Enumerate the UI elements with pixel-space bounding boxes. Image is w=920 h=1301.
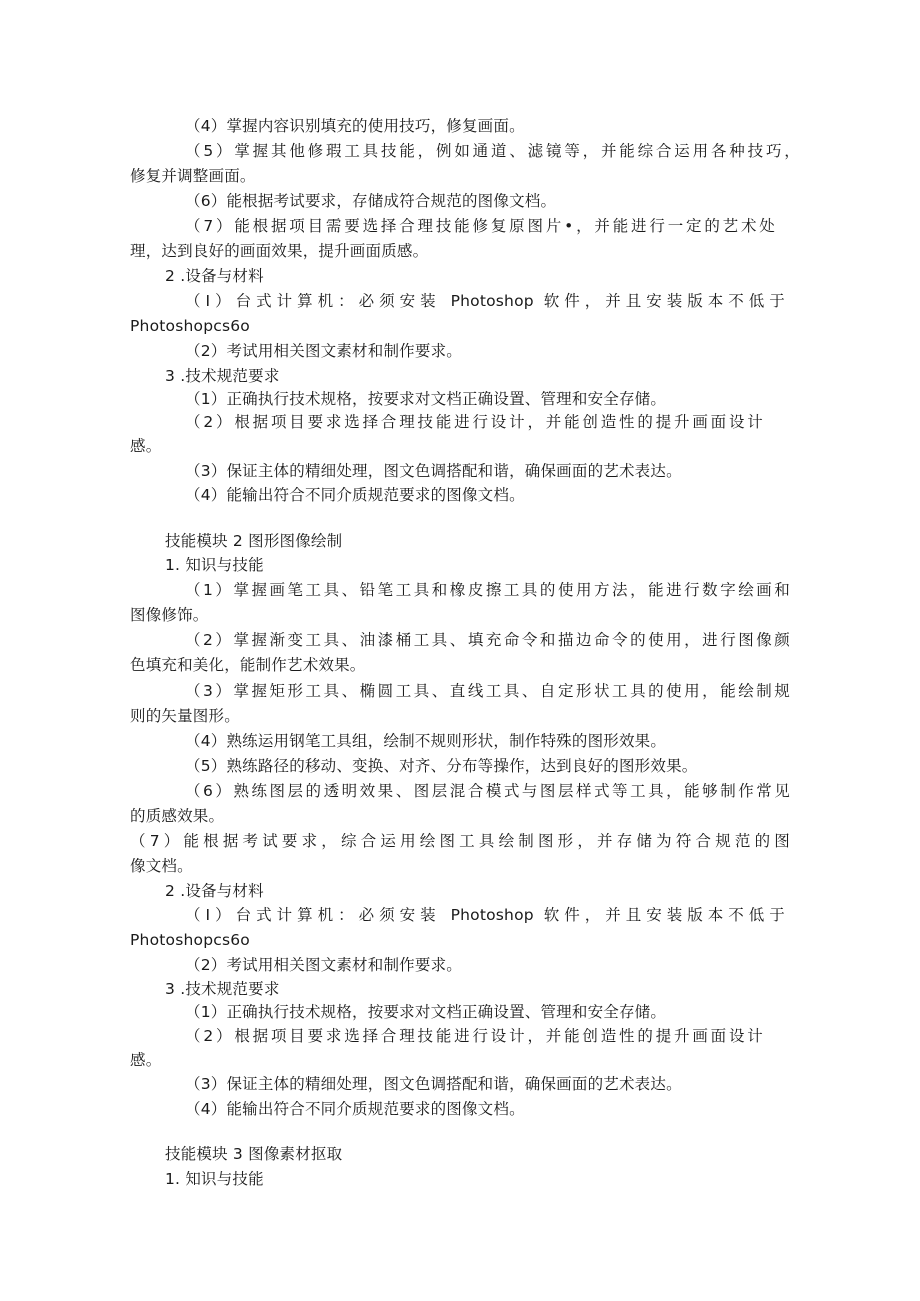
m2-equipment-heading: 2 .设备与材料 xyxy=(165,882,264,900)
m1-knowledge-item-6: （6）能根据考试要求，存储成符合规范的图像文档。 xyxy=(185,192,557,210)
m2-knowledge-item-5: （5）熟练路径的移动、变换、对齐、分布等操作，达到良好的图形效果。 xyxy=(185,757,698,775)
m2-knowledge-item-1-line1: （1）掌握画笔工具、铅笔工具和橡皮擦工具的使用方法，能进行数字绘画和 xyxy=(185,581,790,599)
m2-knowledge-item-3-line1: （3）掌握矩形工具、椭圆工具、直线工具、自定形状工具的使用，能绘制规 xyxy=(185,682,790,700)
m1-knowledge-item-7-line1: （7）能根据项目需要选择合理技能修复原图片•，并能进行一定的艺术处 xyxy=(185,217,775,235)
m1-equipment-item-2: （2）考试用相关图文素材和制作要求。 xyxy=(185,342,462,360)
m2-knowledge-item-7-line2: 像文档。 xyxy=(130,857,193,875)
m2-spec-item-1: （1）正确执行技术规格，按要求对文档正确设置、管理和安全存储。 xyxy=(185,1003,667,1021)
m1-equipment-item-1-line1: （I）台式计算机：必须安装 Photoshop 软件，并且安装版本不低于 xyxy=(185,292,785,310)
m1-knowledge-item-5-line2: 修复并调整画面。 xyxy=(130,167,256,185)
m1-spec-item-3: （3）保证主体的精细处理，图文色调搭配和谐，确保画面的艺术表达。 xyxy=(185,462,682,480)
m1-knowledge-item-4: （4）掌握内容识别填充的使用技巧，修复画面。 xyxy=(185,117,525,135)
m2-equipment-item-2: （2）考试用相关图文素材和制作要求。 xyxy=(185,956,462,974)
m3-knowledge-heading: 1. 知识与技能 xyxy=(165,1170,264,1188)
m2-knowledge-item-1-line2: 图像修饰。 xyxy=(130,606,209,624)
m1-spec-heading: 3 .技术规范要求 xyxy=(165,367,280,385)
m2-spec-item-2-line1: （2）根据项目要求选择合理技能进行设计，并能创造性的提升画面设计 xyxy=(185,1027,763,1045)
m2-knowledge-item-6-line2: 的质感效果。 xyxy=(130,807,225,825)
m2-spec-item-2-line2: 感。 xyxy=(130,1051,162,1069)
module-3-title: 技能模块 3 图像素材抠取 xyxy=(165,1145,343,1163)
m1-knowledge-item-5-line1: （5）掌握其他修瑕工具技能，例如通道、滤镜等，并能综合运用各种技巧， xyxy=(185,142,800,160)
m2-knowledge-item-3-line2: 则的矢量图形。 xyxy=(130,707,240,725)
m2-equipment-item-1-line1: （I）台式计算机：必须安装 Photoshop 软件，并且安装版本不低于 xyxy=(185,906,785,924)
m2-knowledge-heading: 1. 知识与技能 xyxy=(165,556,264,574)
m1-spec-item-1: （1）正确执行技术规格，按要求对文档正确设置、管理和安全存储。 xyxy=(185,390,667,408)
m1-knowledge-item-7-line2: 理，达到良好的画面效果，提升画面质感。 xyxy=(130,242,429,260)
m2-knowledge-item-2-line2: 色填充和美化，能制作艺术效果。 xyxy=(130,656,366,674)
m1-spec-item-2-line2: 感。 xyxy=(130,437,162,455)
m2-knowledge-item-6-line1: （6）熟练图层的透明效果、图层混合模式与图层样式等工具，能够制作常见 xyxy=(185,782,790,800)
m2-spec-item-4: （4）能输出符合不同介质规范要求的图像文档。 xyxy=(185,1100,525,1118)
m2-knowledge-item-7-line1: （7）能根据考试要求，综合运用绘图工具绘制图形，并存储为符合规范的图 xyxy=(130,832,790,850)
m1-spec-item-2-line1: （2）根据项目要求选择合理技能进行设计，并能创造性的提升画面设计 xyxy=(185,413,763,431)
m2-spec-item-3: （3）保证主体的精细处理，图文色调搭配和谐，确保画面的艺术表达。 xyxy=(185,1075,682,1093)
module-2-title: 技能模块 2 图形图像绘制 xyxy=(165,532,343,550)
m1-equipment-heading: 2 .设备与材料 xyxy=(165,267,264,285)
m2-spec-heading: 3 .技术规范要求 xyxy=(165,980,280,998)
m2-equipment-item-1-line2: Photoshopcs6o xyxy=(130,931,250,949)
m2-knowledge-item-2-line1: （2）掌握渐变工具、油漆桶工具、填充命令和描边命令的使用，进行图像颜 xyxy=(185,631,790,649)
m1-equipment-item-1-line2: Photoshopcs6o xyxy=(130,317,250,335)
m2-knowledge-item-4: （4）熟练运用钢笔工具组，绘制不规则形状，制作特殊的图形效果。 xyxy=(185,732,667,750)
m1-spec-item-4: （4）能输出符合不同介质规范要求的图像文档。 xyxy=(185,486,525,504)
